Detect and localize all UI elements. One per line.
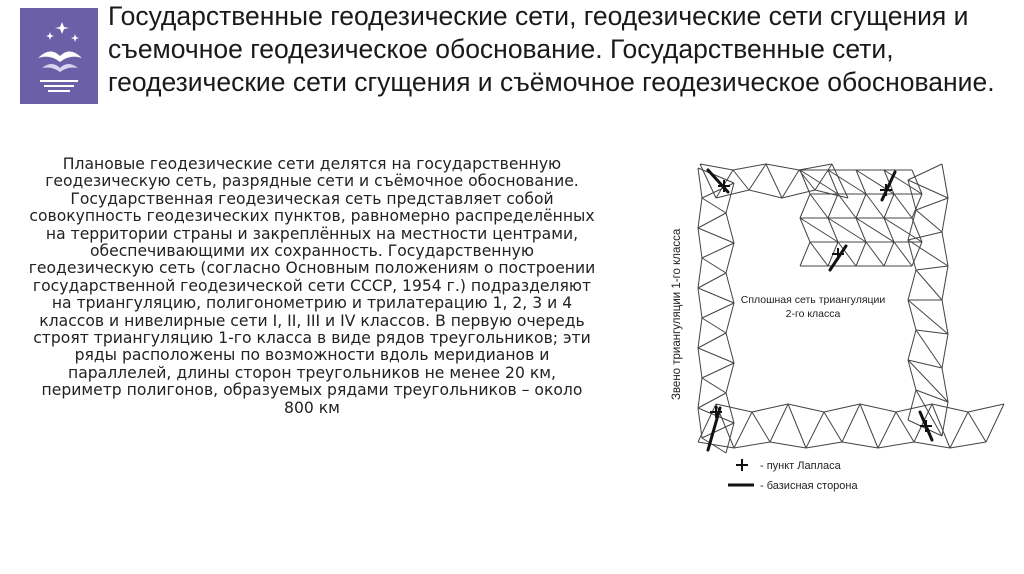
network-edge <box>726 213 734 243</box>
network-edge <box>896 412 914 442</box>
network-edge <box>698 258 702 288</box>
network-edge <box>702 318 726 333</box>
network-edge <box>856 194 866 218</box>
network-edge <box>950 412 968 448</box>
network-edge <box>734 412 752 448</box>
network-edge <box>916 266 948 270</box>
network-edge <box>986 404 1004 442</box>
network-edge <box>698 348 734 363</box>
network-edge <box>916 270 942 300</box>
network-edge <box>698 273 726 288</box>
network-edge <box>908 180 916 210</box>
network-edge <box>698 378 702 408</box>
network-edge <box>828 170 866 194</box>
vertical-chain-label: Звено триангуляции 1-го класса <box>671 228 683 400</box>
legend-laplace-point <box>736 459 842 472</box>
network-edge <box>894 194 912 218</box>
network-edge <box>698 198 702 228</box>
network-edge <box>698 348 702 378</box>
network-edge <box>932 404 968 412</box>
network-edge <box>698 288 734 303</box>
network-edge <box>800 218 838 242</box>
network-edge <box>726 333 734 363</box>
network-edge <box>908 330 916 360</box>
network-edge <box>942 198 948 232</box>
network-edge <box>842 404 860 442</box>
legend-base-side-label: - базисная сторона <box>760 480 858 492</box>
network-edge <box>800 194 810 218</box>
network-edge <box>828 218 866 242</box>
network-edge <box>968 404 1004 412</box>
network-edge <box>942 164 948 198</box>
network-edge <box>702 198 726 213</box>
network-edge <box>726 363 734 393</box>
network-edge <box>702 438 726 453</box>
university-logo-icon <box>20 8 98 104</box>
network-edge <box>916 198 948 210</box>
network-edge <box>810 242 828 266</box>
network-edge <box>726 243 734 273</box>
network-edge <box>968 412 986 442</box>
network-edge <box>878 412 896 448</box>
inner-network-label-line1: Сплошная сеть триангуляции <box>740 294 886 306</box>
network-edge <box>824 404 860 412</box>
triangulation-diagram <box>650 150 1010 520</box>
network-edge <box>856 218 894 242</box>
network-edge <box>752 412 770 442</box>
network-edge <box>702 243 734 258</box>
network-edge <box>950 442 986 448</box>
network-edge <box>824 412 842 442</box>
slide-body-text: Плановые геодезические сети делятся на государственную геодезическую сеть, разрядные сети и съёмочное обоснование. Государственная геодезическая сеть представляет собой совокупность геодезических пунктов, равномерно распределённых на территории страны и закреплённых на местности центрами, обеспечивающими их сохранность. Государственную геодезическую сеть (согласно Основным положениям о построении государственной геодезической сети СССР, 1954 г.) подразделяют на триангуляцию, полигонометрию и трилатерацию 1, 2, 3 и 4 классов и нивелирные сети I, II, III и IV классов. В первую очередь строят триангуляцию 1-го класса в виде рядов треугольников; эти ряды расположены по возможности вдоль меридианов и параллелей, длины сторон треугольников не менее 20 км, периметр полигонов, образуемых рядами треугольников – около 800 км <box>28 155 596 417</box>
network-edge <box>815 164 832 190</box>
network-edge <box>700 164 733 170</box>
network-edge <box>806 412 824 448</box>
network-edge <box>884 242 894 266</box>
network-edge <box>810 194 828 218</box>
network-edge <box>788 404 806 448</box>
network-edge <box>698 168 702 198</box>
network-edge <box>878 442 914 448</box>
network-edge <box>734 442 770 448</box>
network-edge <box>698 228 702 258</box>
network-edge <box>942 300 948 334</box>
network-edge <box>799 164 832 170</box>
network-edge <box>828 194 838 218</box>
slide-title: Государственные геодезические сети, геодезические сети сгущения и съемочное геодезическое обоснование. Государственные сети, геодезические сети сгущения и съёмочное геодезическое обоснование. <box>108 1 995 97</box>
network-edge <box>782 170 799 198</box>
network-edge <box>702 303 734 318</box>
network-edge <box>866 242 884 266</box>
network-edge <box>716 190 749 198</box>
network-edge <box>770 442 806 448</box>
network-edge <box>942 232 948 266</box>
network-edge <box>908 300 916 330</box>
network-edge <box>770 404 788 442</box>
network-edge <box>749 190 782 198</box>
network-edge <box>916 210 942 232</box>
network-edge <box>806 442 842 448</box>
network-edge <box>749 164 766 190</box>
network-edge <box>916 390 948 402</box>
network-edge <box>698 213 726 228</box>
network-edge <box>788 404 824 412</box>
network-edge <box>698 333 726 348</box>
network-edge <box>702 378 726 393</box>
network-edge <box>800 170 838 194</box>
network-edge <box>766 164 799 170</box>
network-edge <box>916 330 948 334</box>
network-edge <box>702 258 726 273</box>
network-edge <box>733 164 766 170</box>
network-edge <box>908 390 916 420</box>
network-edge <box>856 242 866 266</box>
network-edge <box>942 334 948 368</box>
network-edge <box>908 270 916 300</box>
network-edge <box>726 303 734 333</box>
legend-laplace-label: - пункт Лапласа <box>760 460 841 472</box>
network-edge <box>914 442 950 448</box>
network-edge <box>766 164 782 198</box>
network-edge <box>726 273 734 303</box>
network-edge <box>702 363 734 378</box>
network-edge <box>800 242 810 266</box>
network-edge <box>842 442 878 448</box>
laplace-point-cross-icon <box>736 459 748 471</box>
network-edge <box>698 318 702 348</box>
network-edge <box>860 404 878 448</box>
network-edge <box>698 408 702 438</box>
network-edge <box>884 218 922 242</box>
network-edge <box>908 300 948 334</box>
network-edge <box>860 404 896 412</box>
triangulation-network <box>650 150 1010 520</box>
network-edge <box>942 266 948 300</box>
network-edge <box>698 228 734 243</box>
network-edge <box>698 288 702 318</box>
legend-base-side <box>728 480 858 492</box>
network-edge <box>884 194 894 218</box>
network-edge <box>733 170 749 190</box>
network-edge <box>726 183 734 213</box>
inner-network-label-line2: 2-го класса <box>785 308 841 320</box>
network-edge <box>752 404 788 412</box>
network-edge <box>932 404 950 448</box>
network-edge <box>866 194 884 218</box>
